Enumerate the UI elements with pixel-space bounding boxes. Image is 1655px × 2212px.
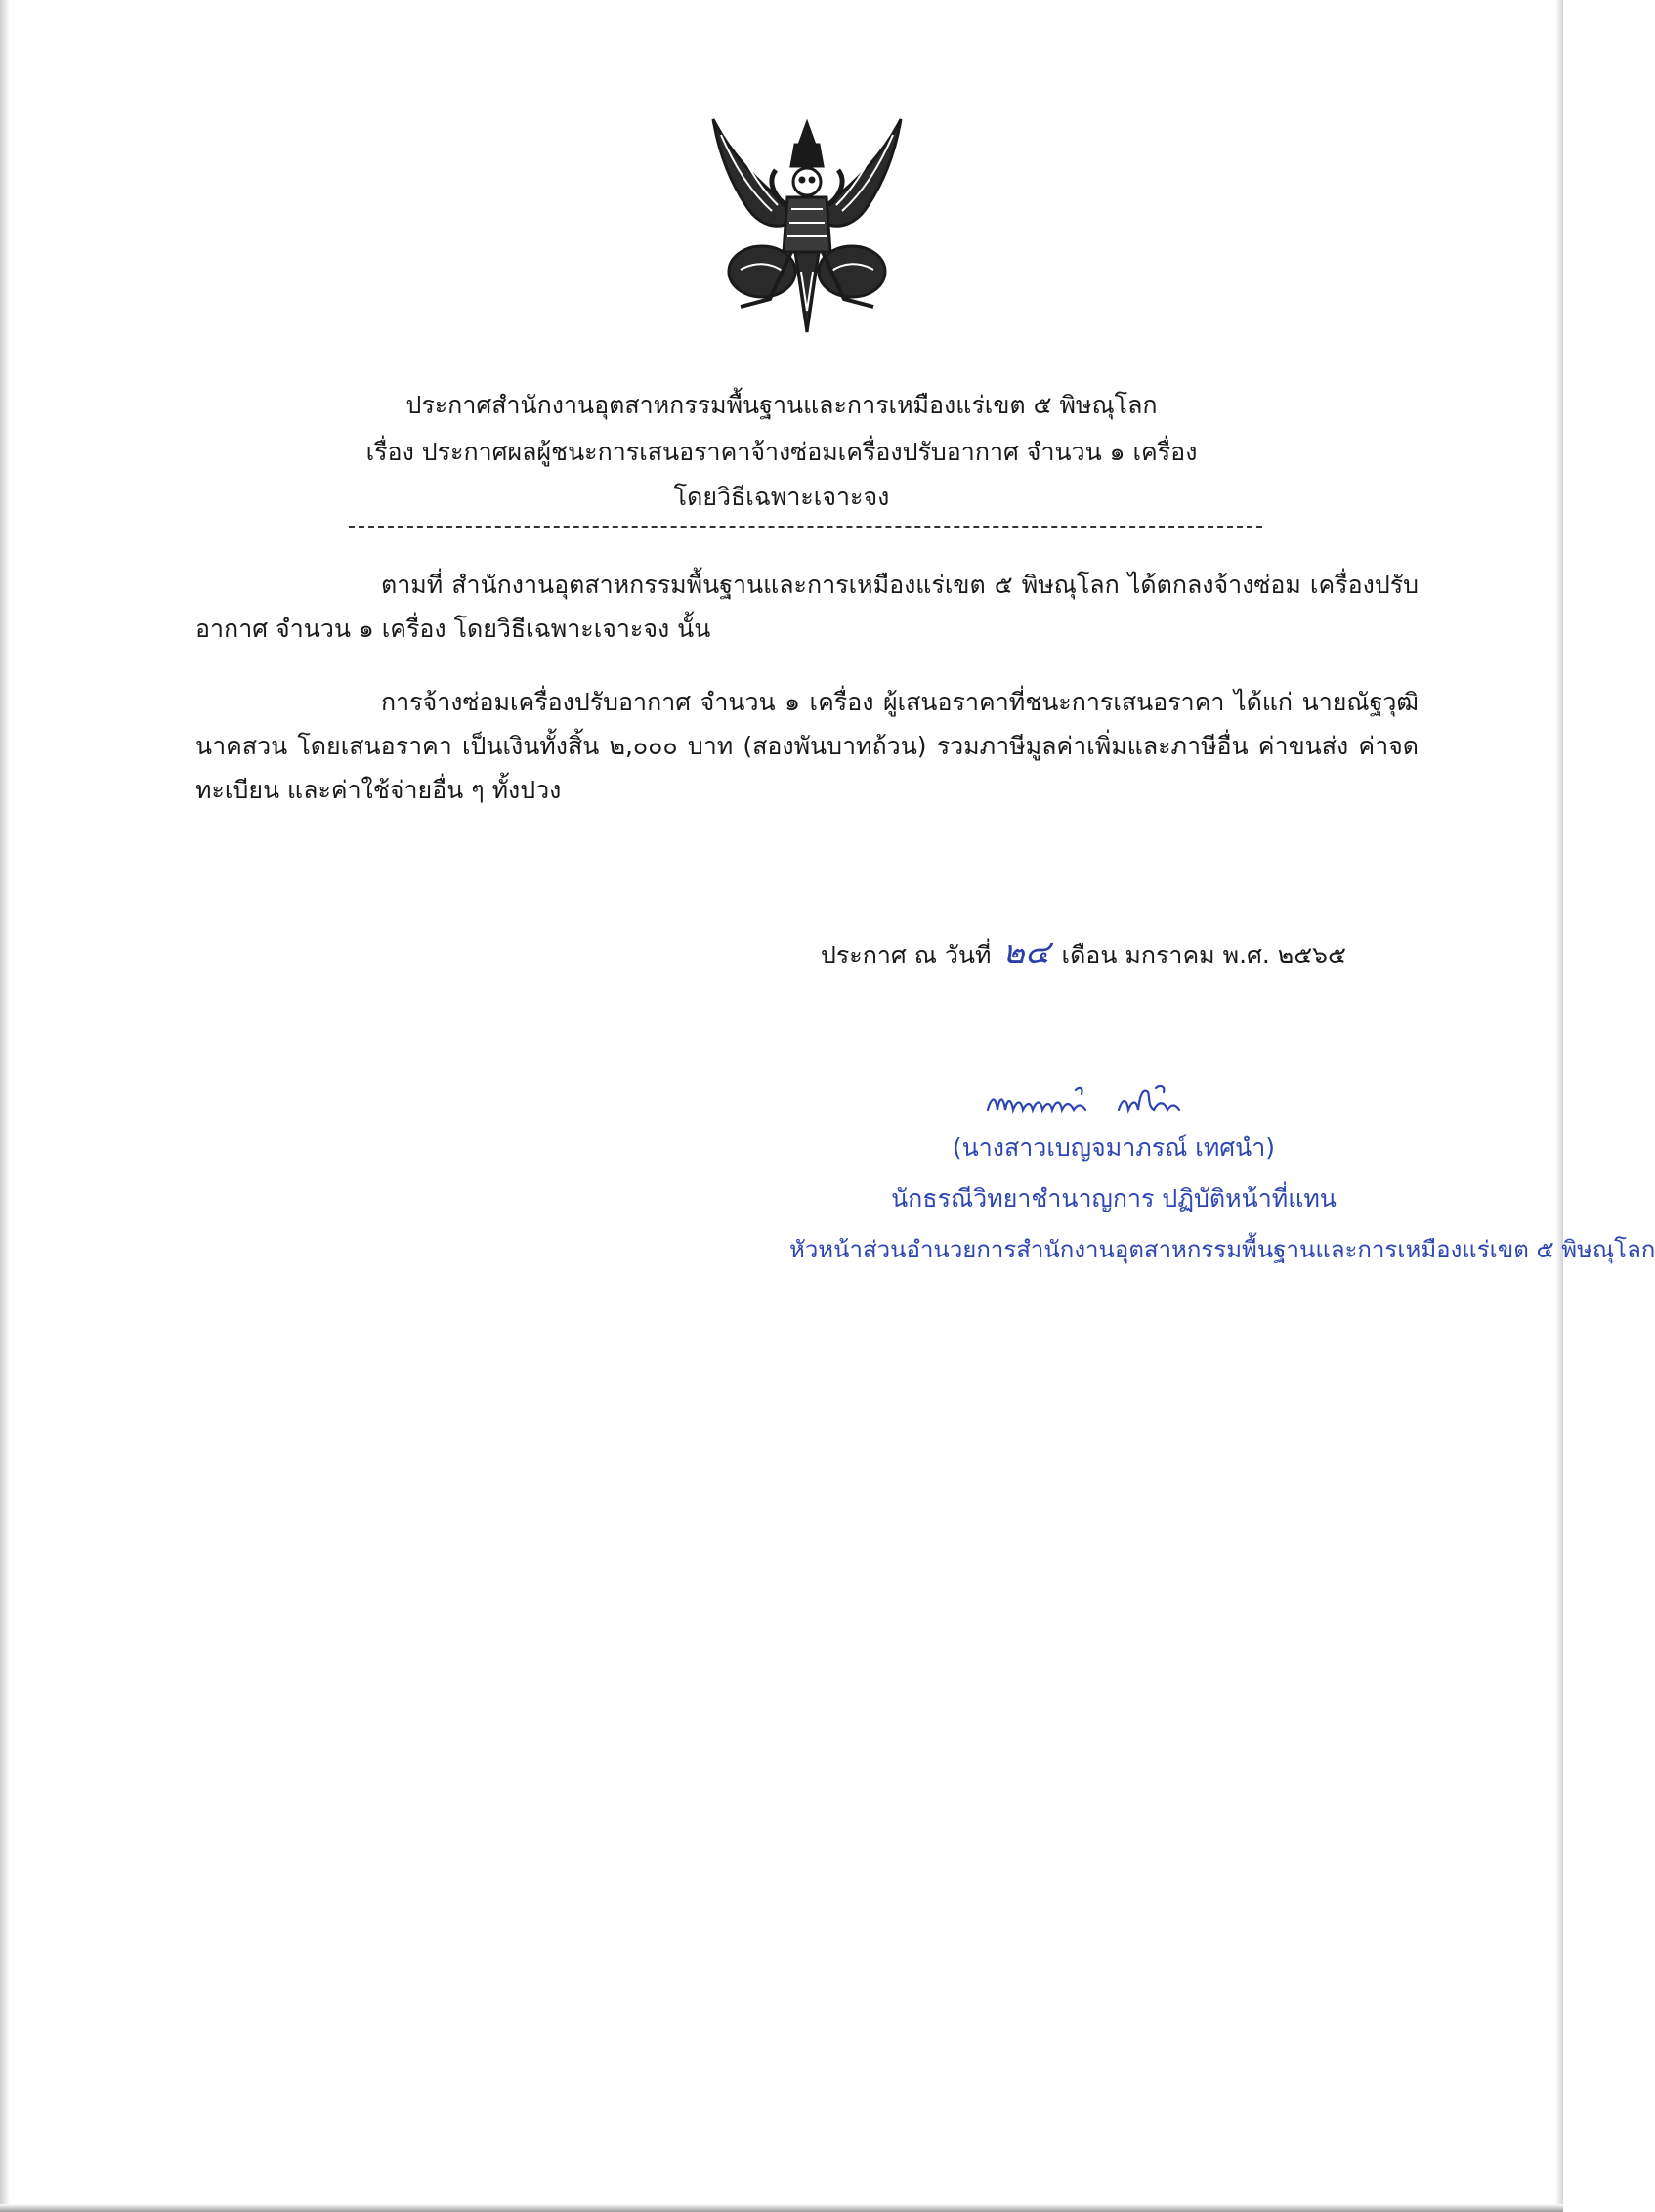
separator-line <box>349 526 1262 532</box>
date-prefix: ประกาศ ณ วันที่ <box>821 941 992 969</box>
page-edge-right <box>1555 0 1563 2212</box>
handwritten-signature <box>982 1083 1216 1122</box>
page-edge-bottom <box>0 2204 1563 2212</box>
signer-office: หัวหน้าส่วนอำนวยการสำนักงานอุตสาหกรรมพื้นฐานและการเหมืองแร่เขต ๕ พิษณุโลก <box>789 1236 1655 1263</box>
date-day: ๒๔ <box>1002 933 1050 972</box>
body-paragraph-2: การจ้างซ่อมเครื่องปรับอากาศ จำนวน ๑ เครื่อง ผู้เสนอราคาที่ชนะการเสนอราคา ได้แก่ นายณัฐวุฒิ นาคสวน โดยเสนอราคา เป็นเงินทั้งสิ้น ๒,๐๐๐ บาท (สองพันบาทถ้วน) รวมภาษีมูลค่าเพิ่มและภาษีอื่น ค่าขนส่ง ค่าจดทะเบียน และค่าใช้จ่ายอื่น ๆ ทั้งปวง <box>195 688 1419 804</box>
signer-name: (นางสาวเบญจมาภรณ์ เทศนำ) <box>952 1133 1276 1162</box>
date-suffix: เดือน มกราคม พ.ศ. ๒๕๖๕ <box>1061 941 1346 969</box>
garuda-emblem-icon <box>701 115 912 336</box>
page-edge-left <box>0 0 10 2212</box>
body-paragraph-1: ตามที่ สำนักงานอุตสาหกรรมพื้นฐานและการเหมืองแร่เขต ๕ พิษณุโลก ได้ตกลงจ้างซ่อม เครื่องปรับอากาศ จำนวน ๑ เครื่อง โดยวิธีเฉพาะเจาะจง นั้น <box>195 571 1419 643</box>
announcement-method: โดยวิธีเฉพาะเจาะจง <box>673 483 890 511</box>
signer-position: นักธรณีวิทยาชำนาญการ ปฏิบัติหน้าที่แทน <box>891 1184 1337 1212</box>
announcement-date <box>821 933 1346 972</box>
announcement-title: ประกาศสำนักงานอุตสาหกรรมพื้นฐานและการเหมืองแร่เขต ๕ พิษณุโลก <box>405 391 1158 419</box>
announcement-subject: เรื่อง ประกาศผลผู้ชนะการเสนอราคาจ้างซ่อมเครื่องปรับอากาศ จำนวน ๑ เครื่อง <box>365 438 1198 466</box>
